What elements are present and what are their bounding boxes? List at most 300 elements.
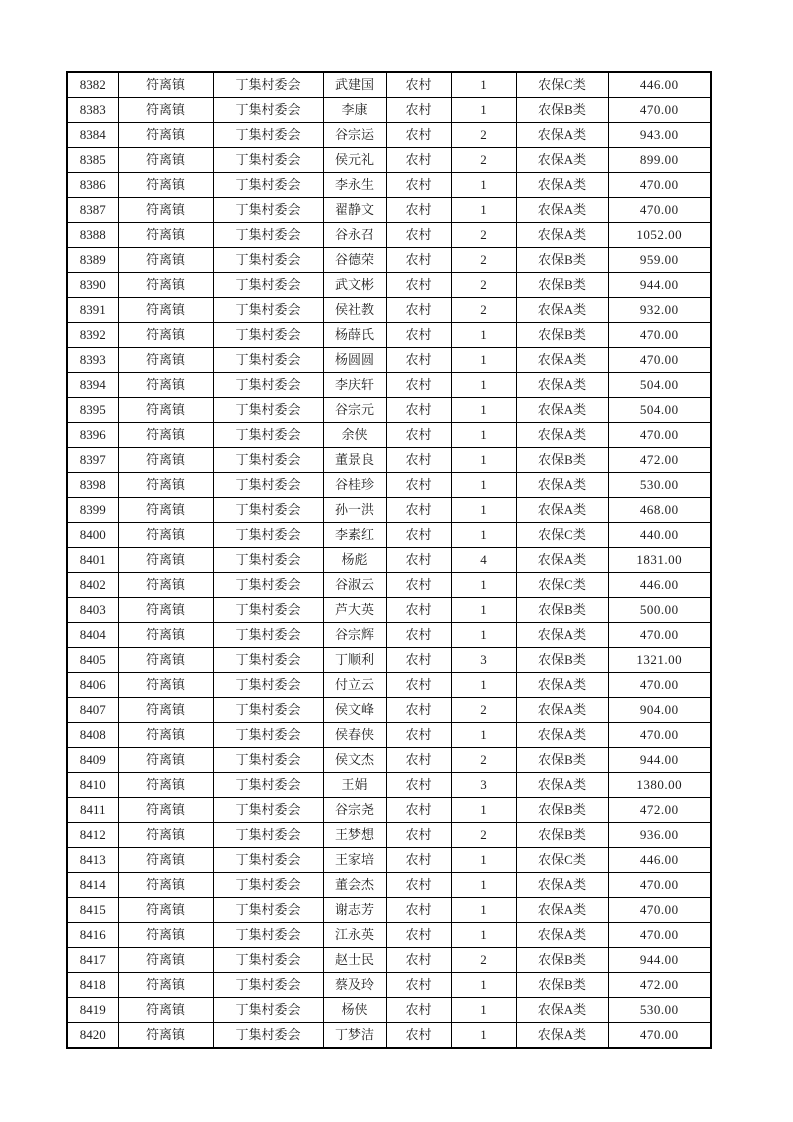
cell-serial-number: 8382 xyxy=(67,72,118,98)
cell-village-committee: 丁集村委会 xyxy=(213,948,323,973)
cell-serial-number: 8400 xyxy=(67,523,118,548)
cell-serial-number: 8391 xyxy=(67,298,118,323)
cell-town: 符离镇 xyxy=(118,898,213,923)
cell-person-name: 侯文峰 xyxy=(323,698,386,723)
cell-person-count: 1 xyxy=(451,623,516,648)
cell-person-count: 2 xyxy=(451,748,516,773)
cell-amount: 504.00 xyxy=(608,373,711,398)
cell-person-count: 1 xyxy=(451,573,516,598)
table-row xyxy=(67,973,711,998)
table-row xyxy=(67,573,711,598)
cell-village-committee: 丁集村委会 xyxy=(213,223,323,248)
table-row xyxy=(67,723,711,748)
cell-serial-number: 8419 xyxy=(67,998,118,1023)
cell-insurance-category: 农保A类 xyxy=(516,548,608,573)
cell-residence-type: 农村 xyxy=(386,998,451,1023)
cell-person-name: 丁顺利 xyxy=(323,648,386,673)
cell-town: 符离镇 xyxy=(118,998,213,1023)
cell-village-committee: 丁集村委会 xyxy=(213,148,323,173)
cell-serial-number: 8404 xyxy=(67,623,118,648)
cell-insurance-category: 农保A类 xyxy=(516,698,608,723)
cell-insurance-category: 农保A类 xyxy=(516,898,608,923)
table-body xyxy=(67,72,711,1048)
cell-residence-type: 农村 xyxy=(386,498,451,523)
cell-serial-number: 8384 xyxy=(67,123,118,148)
cell-town: 符离镇 xyxy=(118,373,213,398)
cell-amount: 470.00 xyxy=(608,898,711,923)
cell-person-name: 谷宗尧 xyxy=(323,798,386,823)
table-row xyxy=(67,473,711,498)
cell-serial-number: 8416 xyxy=(67,923,118,948)
cell-amount: 944.00 xyxy=(608,948,711,973)
table-row xyxy=(67,373,711,398)
cell-serial-number: 8405 xyxy=(67,648,118,673)
cell-insurance-category: 农保C类 xyxy=(516,72,608,98)
cell-town: 符离镇 xyxy=(118,173,213,198)
cell-town: 符离镇 xyxy=(118,773,213,798)
cell-person-name: 谷宗运 xyxy=(323,123,386,148)
cell-person-count: 1 xyxy=(451,1023,516,1049)
cell-residence-type: 农村 xyxy=(386,873,451,898)
cell-person-count: 2 xyxy=(451,223,516,248)
cell-village-committee: 丁集村委会 xyxy=(213,898,323,923)
cell-person-name: 侯春侠 xyxy=(323,723,386,748)
cell-town: 符离镇 xyxy=(118,723,213,748)
table-row xyxy=(67,273,711,298)
cell-person-name: 武建国 xyxy=(323,72,386,98)
cell-residence-type: 农村 xyxy=(386,673,451,698)
cell-person-name: 侯元礼 xyxy=(323,148,386,173)
cell-person-name: 江永英 xyxy=(323,923,386,948)
cell-residence-type: 农村 xyxy=(386,198,451,223)
cell-person-name: 李康 xyxy=(323,98,386,123)
cell-person-count: 1 xyxy=(451,72,516,98)
cell-person-name: 谷宗辉 xyxy=(323,623,386,648)
cell-amount: 470.00 xyxy=(608,98,711,123)
cell-town: 符离镇 xyxy=(118,798,213,823)
cell-amount: 470.00 xyxy=(608,423,711,448)
cell-village-committee: 丁集村委会 xyxy=(213,298,323,323)
cell-insurance-category: 农保B类 xyxy=(516,973,608,998)
table-row xyxy=(67,223,711,248)
cell-village-committee: 丁集村委会 xyxy=(213,573,323,598)
cell-person-count: 1 xyxy=(451,723,516,748)
cell-serial-number: 8408 xyxy=(67,723,118,748)
cell-amount: 468.00 xyxy=(608,498,711,523)
cell-village-committee: 丁集村委会 xyxy=(213,398,323,423)
table-row xyxy=(67,248,711,273)
cell-town: 符离镇 xyxy=(118,72,213,98)
cell-amount: 943.00 xyxy=(608,123,711,148)
cell-town: 符离镇 xyxy=(118,573,213,598)
cell-serial-number: 8395 xyxy=(67,398,118,423)
cell-serial-number: 8387 xyxy=(67,198,118,223)
table-row xyxy=(67,173,711,198)
cell-residence-type: 农村 xyxy=(386,423,451,448)
table-row xyxy=(67,598,711,623)
table-row xyxy=(67,948,711,973)
cell-person-name: 李素红 xyxy=(323,523,386,548)
cell-village-committee: 丁集村委会 xyxy=(213,323,323,348)
cell-person-count: 1 xyxy=(451,598,516,623)
cell-person-count: 1 xyxy=(451,198,516,223)
cell-village-committee: 丁集村委会 xyxy=(213,773,323,798)
cell-residence-type: 农村 xyxy=(386,348,451,373)
cell-insurance-category: 农保A类 xyxy=(516,423,608,448)
cell-insurance-category: 农保A类 xyxy=(516,923,608,948)
cell-person-count: 1 xyxy=(451,398,516,423)
cell-person-name: 侯文杰 xyxy=(323,748,386,773)
table-row xyxy=(67,198,711,223)
cell-amount: 470.00 xyxy=(608,923,711,948)
cell-person-name: 翟静文 xyxy=(323,198,386,223)
cell-town: 符离镇 xyxy=(118,448,213,473)
cell-person-count: 1 xyxy=(451,373,516,398)
cell-residence-type: 农村 xyxy=(386,398,451,423)
cell-person-count: 1 xyxy=(451,673,516,698)
cell-person-name: 谷永召 xyxy=(323,223,386,248)
cell-amount: 504.00 xyxy=(608,398,711,423)
cell-person-count: 1 xyxy=(451,98,516,123)
cell-person-count: 1 xyxy=(451,998,516,1023)
cell-insurance-category: 农保A类 xyxy=(516,198,608,223)
cell-town: 符离镇 xyxy=(118,1023,213,1049)
table-row xyxy=(67,823,711,848)
cell-village-committee: 丁集村委会 xyxy=(213,523,323,548)
cell-person-name: 谷淑云 xyxy=(323,573,386,598)
cell-amount: 446.00 xyxy=(608,848,711,873)
cell-amount: 530.00 xyxy=(608,473,711,498)
table-row xyxy=(67,673,711,698)
cell-town: 符离镇 xyxy=(118,673,213,698)
cell-village-committee: 丁集村委会 xyxy=(213,798,323,823)
cell-person-name: 侯社教 xyxy=(323,298,386,323)
cell-serial-number: 8414 xyxy=(67,873,118,898)
cell-amount: 470.00 xyxy=(608,348,711,373)
cell-person-name: 丁梦洁 xyxy=(323,1023,386,1049)
cell-residence-type: 农村 xyxy=(386,373,451,398)
cell-residence-type: 农村 xyxy=(386,273,451,298)
cell-person-count: 1 xyxy=(451,798,516,823)
cell-insurance-category: 农保C类 xyxy=(516,573,608,598)
cell-insurance-category: 农保B类 xyxy=(516,598,608,623)
cell-residence-type: 农村 xyxy=(386,823,451,848)
cell-person-count: 4 xyxy=(451,548,516,573)
cell-village-committee: 丁集村委会 xyxy=(213,498,323,523)
cell-town: 符离镇 xyxy=(118,298,213,323)
cell-town: 符离镇 xyxy=(118,273,213,298)
table-row xyxy=(67,773,711,798)
cell-town: 符离镇 xyxy=(118,398,213,423)
cell-person-name: 蔡及玲 xyxy=(323,973,386,998)
table-row xyxy=(67,298,711,323)
cell-town: 符离镇 xyxy=(118,148,213,173)
cell-amount: 1831.00 xyxy=(608,548,711,573)
cell-insurance-category: 农保B类 xyxy=(516,323,608,348)
table-row xyxy=(67,998,711,1023)
cell-insurance-category: 农保C类 xyxy=(516,848,608,873)
cell-serial-number: 8409 xyxy=(67,748,118,773)
cell-village-committee: 丁集村委会 xyxy=(213,598,323,623)
cell-residence-type: 农村 xyxy=(386,173,451,198)
cell-amount: 470.00 xyxy=(608,623,711,648)
cell-person-name: 杨圆圆 xyxy=(323,348,386,373)
cell-town: 符离镇 xyxy=(118,848,213,873)
cell-amount: 530.00 xyxy=(608,998,711,1023)
cell-village-committee: 丁集村委会 xyxy=(213,248,323,273)
cell-amount: 470.00 xyxy=(608,1023,711,1049)
cell-serial-number: 8401 xyxy=(67,548,118,573)
cell-residence-type: 农村 xyxy=(386,848,451,873)
table-row xyxy=(67,748,711,773)
cell-person-name: 谢志芳 xyxy=(323,898,386,923)
cell-village-committee: 丁集村委会 xyxy=(213,98,323,123)
cell-town: 符离镇 xyxy=(118,198,213,223)
cell-serial-number: 8392 xyxy=(67,323,118,348)
cell-village-committee: 丁集村委会 xyxy=(213,873,323,898)
cell-village-committee: 丁集村委会 xyxy=(213,198,323,223)
cell-serial-number: 8420 xyxy=(67,1023,118,1049)
cell-residence-type: 农村 xyxy=(386,448,451,473)
cell-town: 符离镇 xyxy=(118,123,213,148)
cell-serial-number: 8393 xyxy=(67,348,118,373)
cell-insurance-category: 农保A类 xyxy=(516,623,608,648)
cell-amount: 446.00 xyxy=(608,72,711,98)
cell-town: 符离镇 xyxy=(118,873,213,898)
cell-village-committee: 丁集村委会 xyxy=(213,173,323,198)
cell-serial-number: 8410 xyxy=(67,773,118,798)
cell-insurance-category: 农保A类 xyxy=(516,123,608,148)
cell-person-count: 2 xyxy=(451,298,516,323)
cell-village-committee: 丁集村委会 xyxy=(213,723,323,748)
cell-town: 符离镇 xyxy=(118,548,213,573)
cell-amount: 1052.00 xyxy=(608,223,711,248)
cell-insurance-category: 农保A类 xyxy=(516,373,608,398)
cell-town: 符离镇 xyxy=(118,648,213,673)
cell-person-count: 2 xyxy=(451,698,516,723)
cell-residence-type: 农村 xyxy=(386,573,451,598)
cell-person-count: 1 xyxy=(451,873,516,898)
table-row xyxy=(67,348,711,373)
cell-village-committee: 丁集村委会 xyxy=(213,473,323,498)
table-row xyxy=(67,148,711,173)
cell-amount: 470.00 xyxy=(608,198,711,223)
table-row xyxy=(67,623,711,648)
cell-serial-number: 8411 xyxy=(67,798,118,823)
cell-insurance-category: 农保B类 xyxy=(516,248,608,273)
table-row xyxy=(67,548,711,573)
cell-person-name: 芦大英 xyxy=(323,598,386,623)
cell-town: 符离镇 xyxy=(118,748,213,773)
cell-insurance-category: 农保A类 xyxy=(516,998,608,1023)
table-row xyxy=(67,448,711,473)
cell-person-count: 2 xyxy=(451,948,516,973)
cell-village-committee: 丁集村委会 xyxy=(213,273,323,298)
cell-village-committee: 丁集村委会 xyxy=(213,673,323,698)
cell-serial-number: 8394 xyxy=(67,373,118,398)
cell-person-name: 谷宗元 xyxy=(323,398,386,423)
cell-person-count: 1 xyxy=(451,448,516,473)
cell-residence-type: 农村 xyxy=(386,798,451,823)
cell-serial-number: 8386 xyxy=(67,173,118,198)
cell-serial-number: 8398 xyxy=(67,473,118,498)
cell-person-name: 杨薛氏 xyxy=(323,323,386,348)
table-row xyxy=(67,698,711,723)
cell-village-committee: 丁集村委会 xyxy=(213,923,323,948)
cell-town: 符离镇 xyxy=(118,323,213,348)
cell-residence-type: 农村 xyxy=(386,648,451,673)
cell-person-name: 李永生 xyxy=(323,173,386,198)
cell-person-name: 董景良 xyxy=(323,448,386,473)
cell-village-committee: 丁集村委会 xyxy=(213,623,323,648)
cell-person-count: 1 xyxy=(451,898,516,923)
cell-village-committee: 丁集村委会 xyxy=(213,423,323,448)
cell-town: 符离镇 xyxy=(118,823,213,848)
table-row xyxy=(67,873,711,898)
table-row xyxy=(67,398,711,423)
cell-village-committee: 丁集村委会 xyxy=(213,848,323,873)
cell-village-committee: 丁集村委会 xyxy=(213,823,323,848)
cell-insurance-category: 农保A类 xyxy=(516,498,608,523)
cell-person-count: 2 xyxy=(451,123,516,148)
cell-amount: 904.00 xyxy=(608,698,711,723)
cell-town: 符离镇 xyxy=(118,948,213,973)
table-row xyxy=(67,98,711,123)
cell-person-count: 1 xyxy=(451,498,516,523)
cell-person-name: 付立云 xyxy=(323,673,386,698)
cell-village-committee: 丁集村委会 xyxy=(213,1023,323,1049)
cell-serial-number: 8403 xyxy=(67,598,118,623)
cell-person-name: 余侠 xyxy=(323,423,386,448)
cell-amount: 470.00 xyxy=(608,323,711,348)
cell-serial-number: 8389 xyxy=(67,248,118,273)
cell-village-committee: 丁集村委会 xyxy=(213,373,323,398)
cell-person-count: 1 xyxy=(451,173,516,198)
table-row xyxy=(67,323,711,348)
cell-insurance-category: 农保C类 xyxy=(516,523,608,548)
cell-person-name: 谷德荣 xyxy=(323,248,386,273)
cell-person-name: 赵士民 xyxy=(323,948,386,973)
cell-residence-type: 农村 xyxy=(386,123,451,148)
cell-serial-number: 8418 xyxy=(67,973,118,998)
cell-serial-number: 8415 xyxy=(67,898,118,923)
cell-residence-type: 农村 xyxy=(386,698,451,723)
table-row xyxy=(67,798,711,823)
cell-serial-number: 8407 xyxy=(67,698,118,723)
cell-residence-type: 农村 xyxy=(386,623,451,648)
cell-residence-type: 农村 xyxy=(386,748,451,773)
table-row xyxy=(67,523,711,548)
cell-residence-type: 农村 xyxy=(386,898,451,923)
cell-amount: 440.00 xyxy=(608,523,711,548)
cell-town: 符离镇 xyxy=(118,523,213,548)
cell-insurance-category: 农保A类 xyxy=(516,223,608,248)
cell-residence-type: 农村 xyxy=(386,473,451,498)
cell-town: 符离镇 xyxy=(118,623,213,648)
cell-amount: 944.00 xyxy=(608,273,711,298)
cell-insurance-category: 农保A类 xyxy=(516,723,608,748)
cell-insurance-category: 农保A类 xyxy=(516,298,608,323)
cell-insurance-category: 农保B类 xyxy=(516,748,608,773)
cell-village-committee: 丁集村委会 xyxy=(213,648,323,673)
cell-amount: 500.00 xyxy=(608,598,711,623)
cell-village-committee: 丁集村委会 xyxy=(213,72,323,98)
cell-residence-type: 农村 xyxy=(386,973,451,998)
cell-residence-type: 农村 xyxy=(386,148,451,173)
table-row xyxy=(67,648,711,673)
cell-person-count: 3 xyxy=(451,648,516,673)
cell-person-name: 武文彬 xyxy=(323,273,386,298)
table-row xyxy=(67,848,711,873)
cell-village-committee: 丁集村委会 xyxy=(213,123,323,148)
cell-person-count: 1 xyxy=(451,523,516,548)
cell-residence-type: 农村 xyxy=(386,923,451,948)
cell-village-committee: 丁集村委会 xyxy=(213,973,323,998)
cell-serial-number: 8417 xyxy=(67,948,118,973)
cell-person-name: 李庆轩 xyxy=(323,373,386,398)
cell-town: 符离镇 xyxy=(118,498,213,523)
cell-town: 符离镇 xyxy=(118,348,213,373)
cell-person-name: 董会杰 xyxy=(323,873,386,898)
cell-amount: 899.00 xyxy=(608,148,711,173)
cell-town: 符离镇 xyxy=(118,598,213,623)
cell-insurance-category: 农保A类 xyxy=(516,873,608,898)
cell-amount: 936.00 xyxy=(608,823,711,848)
cell-town: 符离镇 xyxy=(118,698,213,723)
cell-insurance-category: 农保B类 xyxy=(516,448,608,473)
cell-serial-number: 8396 xyxy=(67,423,118,448)
table-row xyxy=(67,1023,711,1049)
cell-insurance-category: 农保B类 xyxy=(516,98,608,123)
cell-village-committee: 丁集村委会 xyxy=(213,748,323,773)
cell-residence-type: 农村 xyxy=(386,223,451,248)
cell-person-name: 谷桂珍 xyxy=(323,473,386,498)
cell-residence-type: 农村 xyxy=(386,72,451,98)
cell-town: 符离镇 xyxy=(118,223,213,248)
cell-insurance-category: 农保A类 xyxy=(516,348,608,373)
cell-serial-number: 8413 xyxy=(67,848,118,873)
cell-village-committee: 丁集村委会 xyxy=(213,698,323,723)
cell-person-count: 3 xyxy=(451,773,516,798)
cell-town: 符离镇 xyxy=(118,973,213,998)
cell-insurance-category: 农保A类 xyxy=(516,398,608,423)
cell-insurance-category: 农保A类 xyxy=(516,673,608,698)
table-row xyxy=(67,423,711,448)
cell-residence-type: 农村 xyxy=(386,98,451,123)
cell-serial-number: 8385 xyxy=(67,148,118,173)
cell-amount: 1380.00 xyxy=(608,773,711,798)
cell-insurance-category: 农保A类 xyxy=(516,773,608,798)
cell-serial-number: 8397 xyxy=(67,448,118,473)
cell-insurance-category: 农保B类 xyxy=(516,823,608,848)
cell-insurance-category: 农保B类 xyxy=(516,273,608,298)
cell-residence-type: 农村 xyxy=(386,523,451,548)
benefit-roster-table xyxy=(66,71,712,1049)
cell-person-count: 1 xyxy=(451,323,516,348)
cell-serial-number: 8412 xyxy=(67,823,118,848)
cell-serial-number: 8406 xyxy=(67,673,118,698)
cell-village-committee: 丁集村委会 xyxy=(213,348,323,373)
cell-amount: 472.00 xyxy=(608,448,711,473)
table-row xyxy=(67,72,711,98)
cell-serial-number: 8388 xyxy=(67,223,118,248)
cell-amount: 470.00 xyxy=(608,673,711,698)
cell-person-count: 2 xyxy=(451,823,516,848)
cell-person-name: 王家培 xyxy=(323,848,386,873)
cell-amount: 470.00 xyxy=(608,723,711,748)
cell-town: 符离镇 xyxy=(118,923,213,948)
cell-person-count: 1 xyxy=(451,473,516,498)
